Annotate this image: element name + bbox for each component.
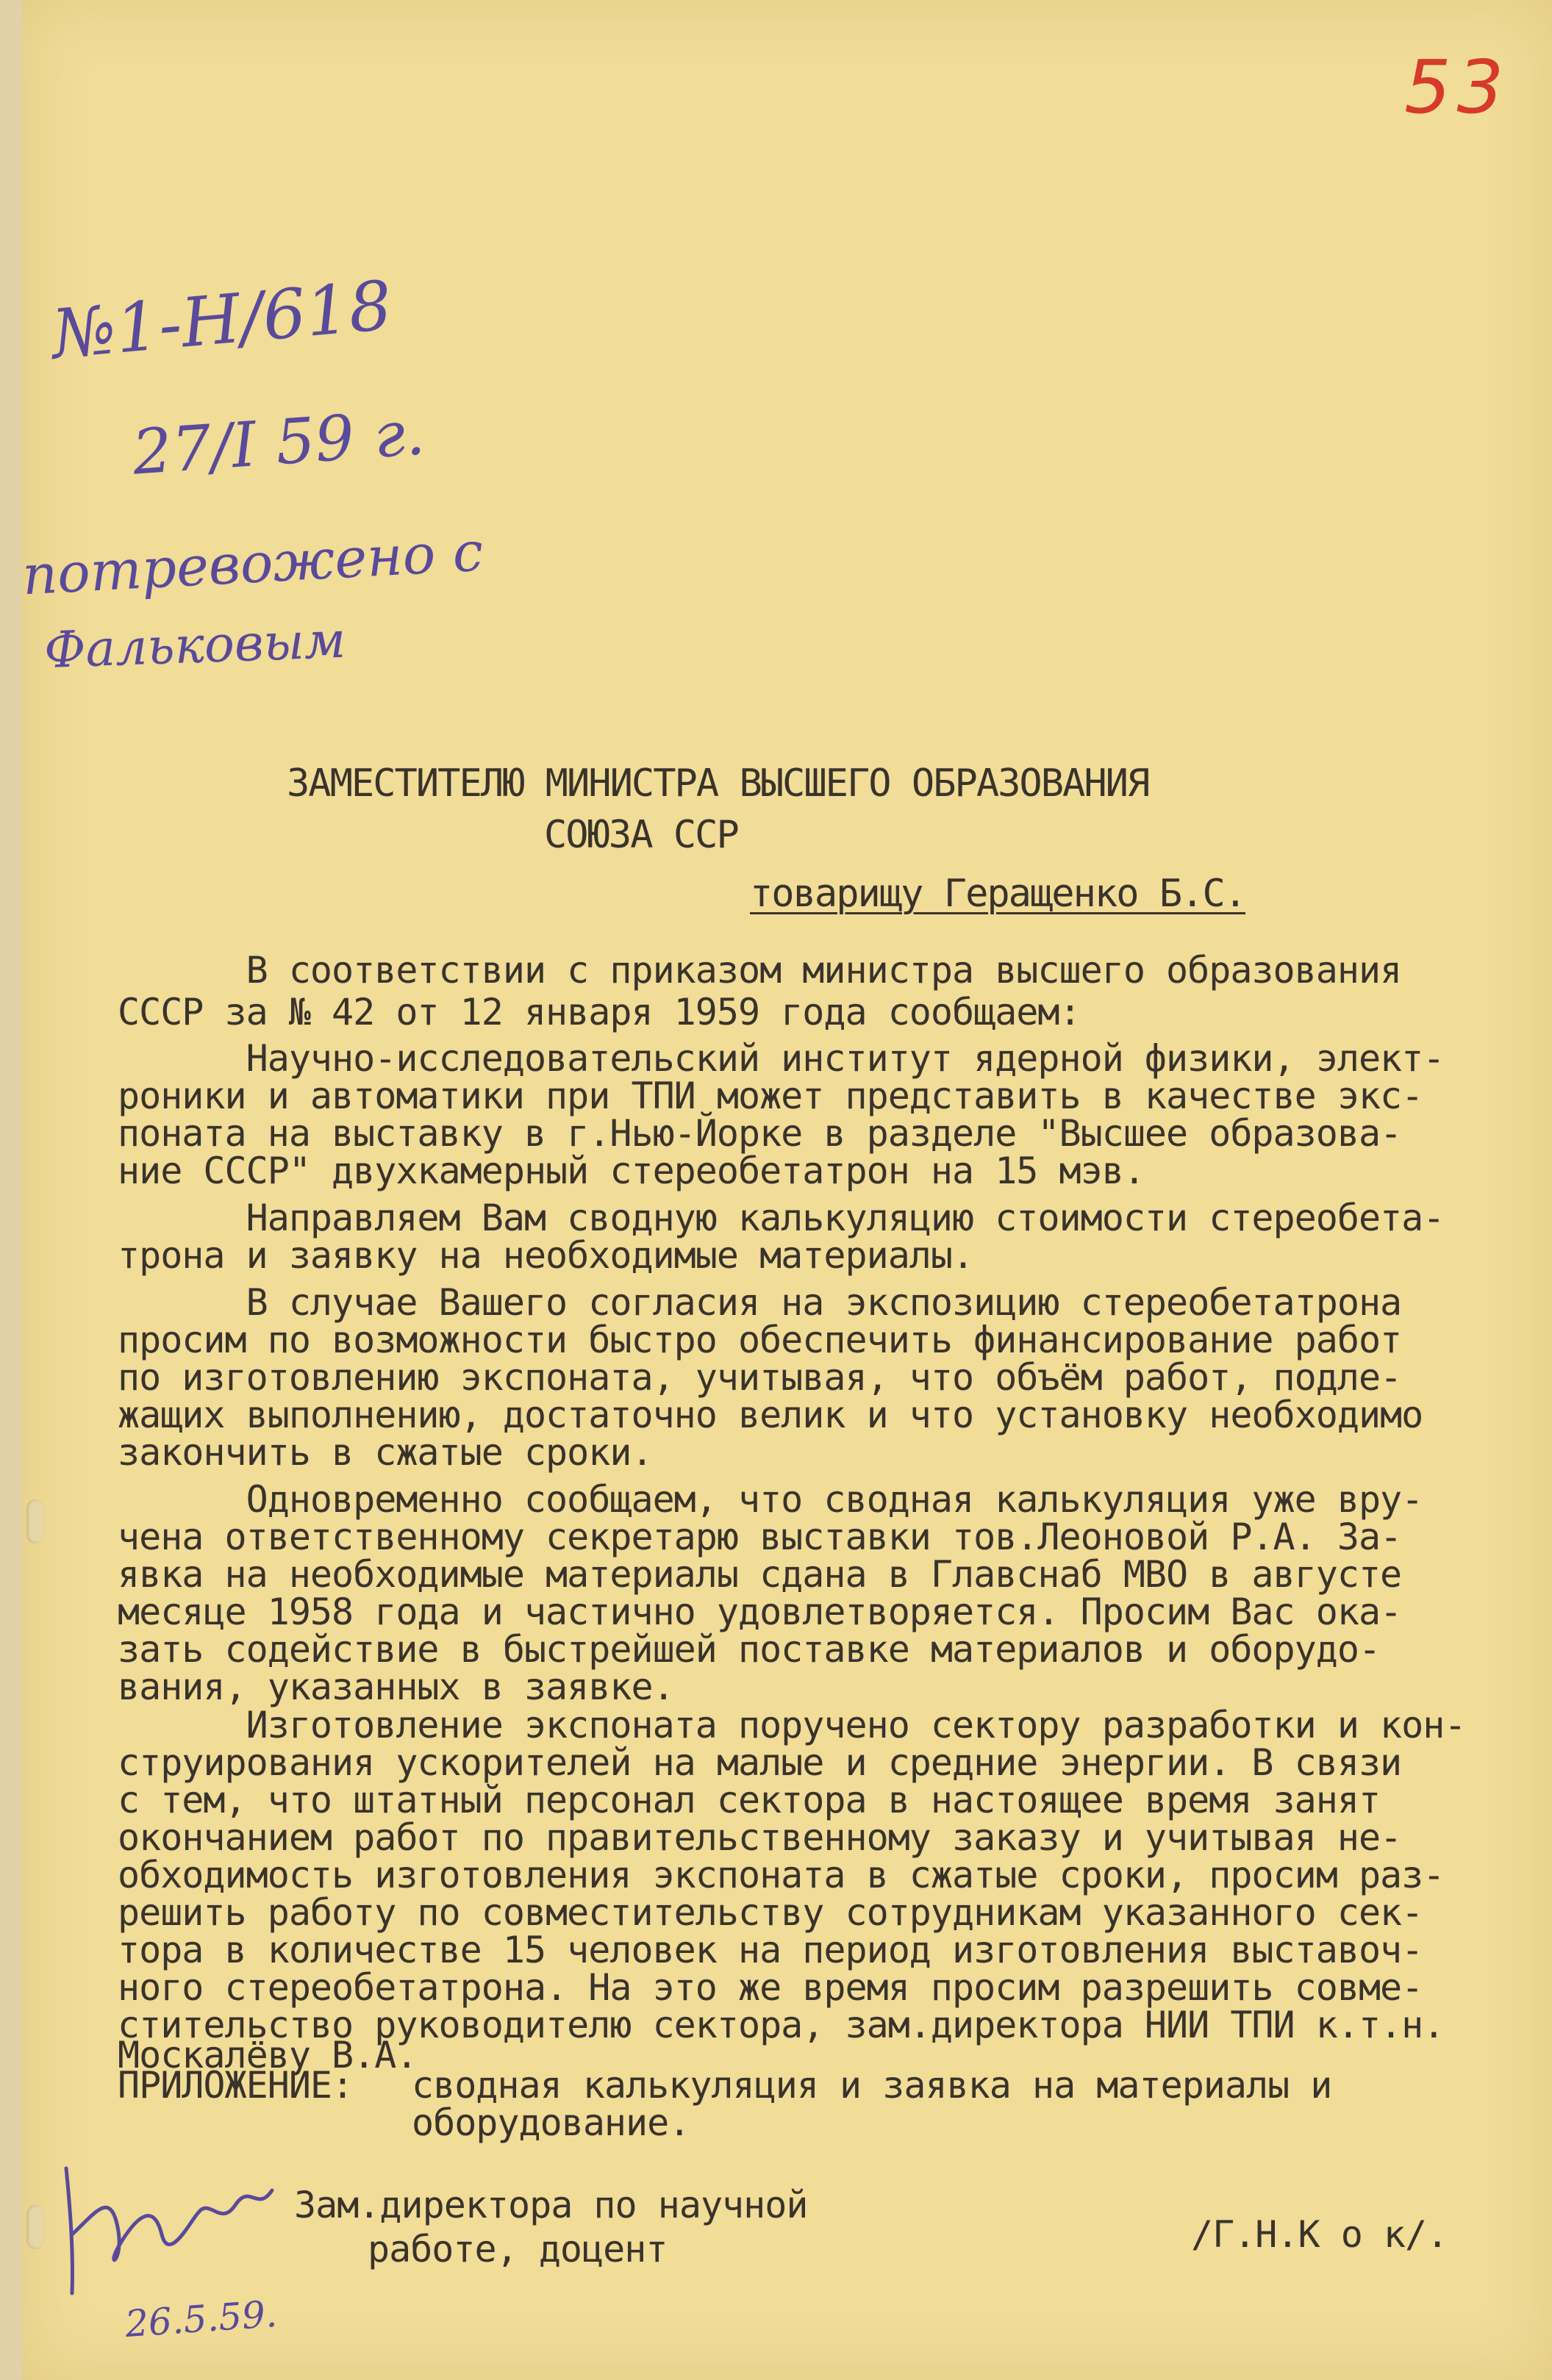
body-line: явка на необходимые материалы сдана в Главснаб МВО в августе bbox=[118, 1553, 1402, 1596]
body-line: с тем, что штатный персонал сектора в настоящее время занят bbox=[118, 1779, 1381, 1821]
body-line: по изготовлению экспоната, учитывая, что объём работ, подле- bbox=[118, 1356, 1402, 1399]
body-line: решить работу по совместительству сотрудникам указанного сек- bbox=[118, 1891, 1423, 1934]
body-line: вания, указанных в заявке. bbox=[118, 1666, 674, 1708]
body-line: Москалёву В.А. bbox=[118, 2034, 418, 2076]
signatory-name: /Г.Н.К о к/. bbox=[1191, 2213, 1448, 2256]
binding-hole bbox=[26, 1499, 44, 1544]
body-line: В соответствии с приказом министра высшего образования bbox=[118, 949, 1402, 992]
body-line: поната на выставку в г.Нью-Йорке в разделе "Высшее образова- bbox=[118, 1112, 1402, 1155]
addressee-line1: ЗАМЕСТИТЕЛЮ МИНИСТРА ВЫСШЕГО ОБРАЗОВАНИЯ bbox=[287, 761, 1149, 806]
body-line: Направляем Вам сводную калькуляцию стоимости стереобета- bbox=[118, 1197, 1445, 1239]
attachment-line1: сводная калькуляция и заявка на материалы и bbox=[412, 2064, 1332, 2107]
body-line: Одновременно сообщаем, что сводная калькуляция уже вру- bbox=[118, 1478, 1423, 1521]
handwritten-signature-date: 26.5.59. bbox=[124, 2292, 279, 2346]
body-line: тора в количестве 15 человек на период изготовления выставоч- bbox=[118, 1929, 1423, 1971]
body-line: просим по возможности быстро обеспечить финансирование работ bbox=[118, 1319, 1402, 1361]
handwritten-note-line1: потревожено с bbox=[21, 520, 485, 608]
body-line: обходимость изготовления экспоната в сжатые сроки, просим раз- bbox=[118, 1854, 1445, 1896]
signatory-title-line1: Зам.директора по научной bbox=[294, 2184, 808, 2226]
body-line: струирования ускорителей на малые и средние энергии. В связи bbox=[118, 1741, 1402, 1784]
body-line: жащих выполнению, достаточно велик и что установку необходимо bbox=[118, 1394, 1423, 1436]
page-number: 53 bbox=[1404, 44, 1510, 130]
body-line: месяце 1958 года и частично удовлетворяется. Просим Вас ока- bbox=[118, 1591, 1402, 1633]
body-line: Изготовление экспоната поручено сектору разработки и кон- bbox=[118, 1704, 1466, 1746]
body-line: Научно-исследовательский институт ядерной физики, элект- bbox=[118, 1037, 1445, 1080]
body-line: зать содействие в быстрейшей поставке материалов и оборудо- bbox=[118, 1628, 1381, 1671]
body-line: роники и автоматики при ТПИ может представить в качестве экс- bbox=[118, 1075, 1423, 1117]
body-line: ного стереобетатрона. На это же время просим разрешить совме- bbox=[118, 1966, 1423, 2009]
attachment-line2: оборудование. bbox=[412, 2101, 690, 2144]
body-line: ССCР за № 42 от 12 января 1959 года сообщаем: bbox=[118, 991, 1081, 1033]
body-line: чена ответственному секретарю выставки тов.Леоновой Р.А. За- bbox=[118, 1516, 1402, 1558]
body-line: трона и заявку на необходимые материалы. bbox=[118, 1234, 974, 1277]
binding-hole bbox=[26, 2205, 44, 2249]
binding-edge bbox=[22, 0, 51, 2380]
body-line: стительство руководителю сектора, зам.директора НИИ ТПИ к.т.н. bbox=[118, 2004, 1445, 2046]
document-page bbox=[22, 0, 1552, 2380]
addressee-line3: товарищу Геращенко Б.С. bbox=[750, 872, 1246, 916]
handwritten-note-line2: Фальковым bbox=[43, 611, 347, 681]
handwritten-date: 27/I 59 г. bbox=[130, 396, 427, 489]
body-line: окончанием работ по правительственному заказу и учитывая не- bbox=[118, 1816, 1402, 1859]
addressee-line2: СОЮЗА ССР bbox=[544, 813, 738, 857]
handwritten-reference: №1-Н/618 bbox=[49, 266, 396, 374]
signatory-title-line2: работе, доцент bbox=[368, 2228, 668, 2270]
attachment-label: ПРИЛОЖЕНИЕ: bbox=[118, 2064, 354, 2107]
body-line: ние СССР" двухкамерный стереобетатрон на 15 мэв. bbox=[118, 1150, 1145, 1192]
body-line: В случае Вашего согласия на экспозицию стереобетатрона bbox=[118, 1281, 1402, 1324]
body-line: закончить в сжатые сроки. bbox=[118, 1431, 653, 1474]
